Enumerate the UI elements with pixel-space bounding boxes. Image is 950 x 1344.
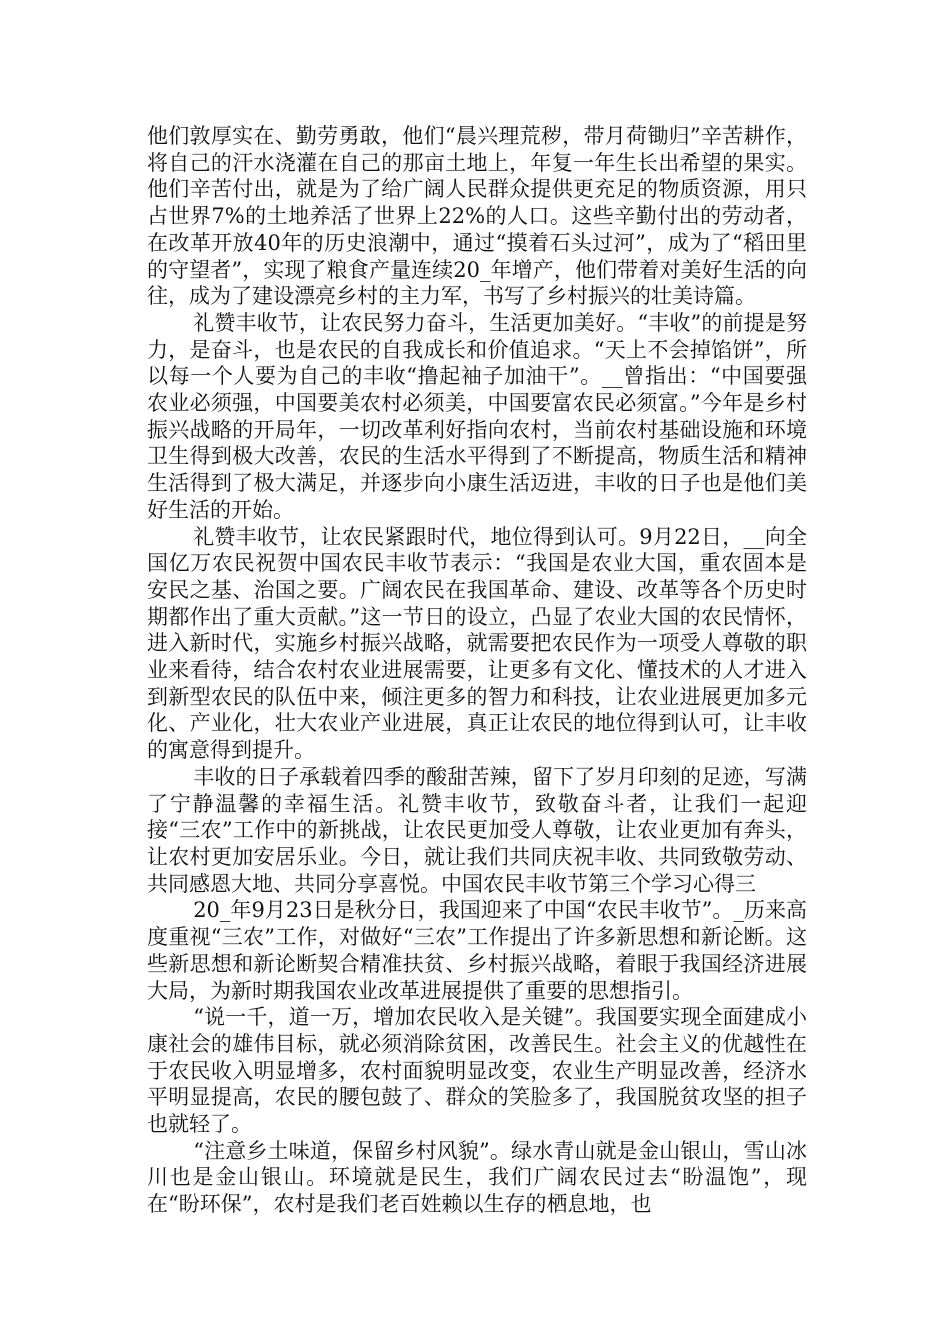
paragraph-3: 礼赞丰收节，让农民紧跟时代，地位得到认可。9月22日，__向全国亿万农民祝贺中国农民丰收节表示：“我国是农业大国，重农固本是安民之基、治国之要。广阔农民在我国革命、建设、改革等各个历史时期都作出了重大贡献。”这一节日的设立，凸显了农业大国的农民情怀，进入新时代，实施乡村振兴战略，就需要把农民作为一项受人尊敬的职业来看待，结合农村农业进展需要，让更多有文化、懂技术的人才进入到新型农民的队伍中来，倾注更多的智力和科技，让农业进展更加多元化、产业化，壮大农业产业进展，真正让农民的地位得到认可，让丰收的寓意得到提升。 [147, 524, 807, 763]
paragraph-5: 20_年9月23日是秋分日，我国迎来了中国“农民丰收节”。_历来高度重视“三农”工作，对做好“三农”工作提出了许多新思想和新论断。这些新思想和新论断契合精准扶贫、乡村振兴战略，着眼于我国经济进展大局，为新时期我国农业改革进展提供了重要的思想指引。 [147, 898, 807, 1003]
paragraph-1: 他们敦厚实在、勤劳勇敢，他们“晨兴理荒秽，带月荷锄归”辛苦耕作，将自己的汗水浇灌在自己的那亩土地上，年复一年生长出希望的果实。他们辛苦付出，就是为了给广阔人民群众提供更充足的物质资源，用只占世界7%的土地养活了世界上22%的人口。这些辛勤付出的劳动者，在改革开放40年的历史浪潮中，通过“摸着石头过河”，成为了“稻田里的守望者”，实现了粮食产量连续20_年增产，他们带着对美好生活的向往，成为了建设漂亮乡村的主力军，书写了乡村振兴的壮美诗篇。 [147, 124, 807, 309]
paragraph-7: “注意乡土味道，保留乡村风貌”。绿水青山就是金山银山，雪山冰川也是金山银山。环境就是民生，我们广阔农民过去“盼温饱”，现在“盼环保”，农村是我们老百姓赖以生存的栖息地，也 [147, 1138, 807, 1217]
paragraph-2: 礼赞丰收节，让农民努力奋斗，生活更加美好。“丰收”的前提是努力，是奋斗，也是农民的自我成长和价值追求。“天上不会掉馅饼”，所以每一个人要为自己的丰收“撸起袖子加油干”。__曾指出：“中国要强农业必须强，中国要美农村必须美，中国要富农民必须富。”今年是乡村振兴战略的开局年，一切改革利好指向农村，当前农村基础设施和环境卫生得到极大改善，农民的生活水平得到了不断提高，物质生活和精神生活得到了极大满足，并逐步向小康生活迈进，丰收的日子也是他们美好生活的开始。 [147, 310, 807, 522]
paragraph-4: 丰收的日子承载着四季的酸甜苦辣，留下了岁月印刻的足迹，写满了宁静温馨的幸福生活。礼赞丰收节，致敬奋斗者，让我们一起迎接“三农”工作中的新挑战，让农民更加受人尊敬，让农业更加有奔头，让农村更加安居乐业。今日，就让我们共同庆祝丰收、共同致敬劳动、共同感恩大地、共同分享喜悦。中国农民丰收节第三个学习心得三 [147, 764, 807, 896]
document-body [147, 123, 807, 1218]
paragraph-6: “说一千，道一万，增加农民收入是关键”。我国要实现全面建成小康社会的雄伟目标，就必须消除贫困，改善民生。社会主义的优越性在于农民收入明显增多，农村面貌明显改变，农业生产明显改善，经济水平明显提高，农民的腰包鼓了、群众的笑脸多了，我国脱贫攻坚的担子也就轻了。 [147, 1005, 807, 1137]
